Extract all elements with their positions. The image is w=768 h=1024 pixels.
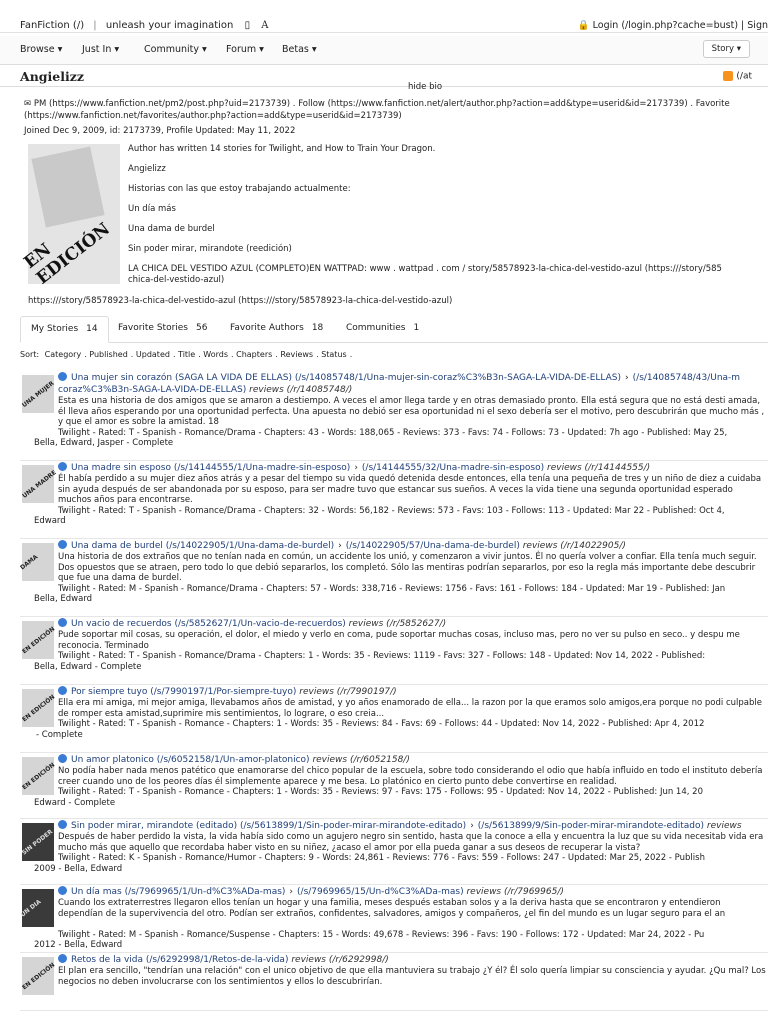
story-item [20,820,768,885]
story-status-icon [58,540,67,549]
story-last-chapter-link[interactable]: (/s/14085748/43/Una-m [632,373,741,383]
story-metadata: Twilight - Rated: T - Spanish - Romance/Drama - Chapters: 32 - Words: 56,182 - Reviews: 573 - Favs: 103 - Follows: 113 - Updated: Mar 22 - Published: Oct 4, [58,505,725,516]
nav-forum[interactable]: Forum ▾ [226,44,264,55]
story-dropdown-button[interactable]: Story ▾ [703,40,750,58]
hide-bio-link[interactable]: hide bio [408,82,443,92]
bio-image-stamp: EN EDICIÓN [20,219,114,289]
story-title-link-cont[interactable]: coraz%C3%B3n-SAGA-LA-VIDA-DE-ELLAS) [58,385,250,395]
separator: | [93,20,97,31]
bio-url: https:///story/58578923-la-chica-del-vestido-azul (https:///story/58578923-la-chica-del-vestido-azul) [28,296,453,306]
rss-link[interactable]: (/at [723,71,752,82]
bio-line: LA CHICA DEL VESTIDO AZUL (COMPLETO)EN WATTPAD: www . wattpad . com / story/58578923-la-chica-del-vestido-azul (https:///story/585 [128,264,722,274]
story-cover-image [21,621,57,659]
story-cover-image [21,465,58,503]
author-name: Angielizz [20,69,84,84]
story-status-icon [58,886,67,895]
story-last-chapter-link[interactable]: (/s/7969965/15/Un-d%C3%ADa-mas) [297,887,464,897]
rss-icon [723,71,733,81]
bio-line: chica-del-vestido-azul) [128,275,225,285]
story-cover-image [21,689,57,727]
story-last-chapter-link[interactable]: (/s/5613899/9/Sin-poder-mirar-mirandote-editado) [477,821,705,831]
story-cover-label: UN DIA [19,898,43,919]
story-cover-image [18,543,54,581]
nav-community[interactable]: Community ▾ [144,44,207,55]
story-title-link[interactable]: Por siempre tuyo (/s/7990197/1/Por-siempre-tuyo) [71,687,297,697]
story-status-icon [58,462,67,471]
story-item [20,540,768,617]
story-title-line [58,372,768,396]
story-characters: 2009 - Bella, Edward [34,863,123,874]
story-item [20,954,768,1011]
story-title-link[interactable]: Un día mas (/s/7969965/1/Un-d%C3%ADa-mas) [71,887,286,897]
story-characters: Bella, Edward [34,594,93,604]
sort-status[interactable]: Status [321,350,347,359]
story-description: Cuando los extraterrestres llegaron ellos tenían un hogar y una familia, meses después estaban solos y a la deriva hasta que se encontraron y entendieron dependían de la supervivencia del otro. Podían ser extraños, confidentes, salvadores, amigos y compañeros, ¿el fin del mundo es un lugar seguro para el an [58,898,726,919]
brand-link[interactable]: FanFiction (/) [20,20,85,31]
story-title-link[interactable]: Una mujer sin corazón (SAGA LA VIDA DE ELLAS) (/s/14085748/1/Una-mujer-sin-coraz%C3%B3n-SAGA-LA-VIDA-DE-ELLAS) [71,373,622,383]
tab-favorite-authors[interactable]: Favorite Authors 18 [230,323,324,333]
story-reviews-link[interactable]: reviews (/r/6052158/) [312,755,410,765]
chevron-right-icon: › [354,463,358,473]
story-cover-label: EN EDICIÓN [21,693,57,724]
story-cover-image [21,957,57,995]
bio-line: Un día más [128,204,176,214]
story-cover-image [21,757,57,795]
story-reviews-link[interactable]: reviews (/r/6292998/) [291,955,389,965]
story-title-line [58,686,768,698]
story-cover-label: EN EDICIÓN [21,761,57,792]
author-header [0,64,768,87]
pm-follow-links[interactable]: PM (https://www.fanfiction.net/pm2/post.php?uid=2173739) . Follow (https://www.fanfiction.net/alert/author.php?action=add&type=userid&id=2173739) . Favorite [33,99,730,109]
bio-line: Angielizz [128,164,166,174]
story-characters: - Complete [36,729,83,740]
brand [20,20,269,31]
story-last-chapter-link[interactable]: (/s/14144555/32/Una-madre-sin-esposo) [361,463,545,473]
story-title-link[interactable]: Un amor platonico (/s/6052158/1/Un-amor-platonico) [71,755,310,765]
story-status-icon [58,820,67,829]
bio-image [20,144,120,289]
sort-updated[interactable]: Updated [135,350,170,359]
story-reviews-link[interactable]: reviews (/r/7969965/) [466,887,564,897]
nav-just-in[interactable]: Just In ▾ [82,44,120,55]
story-cover-label: SIN PODER [20,828,55,857]
story-metadata: Twilight - Rated: T - Spanish - Romance/Drama - Chapters: 43 - Words: 188,065 - Reviews: 373 - Favs: 74 - Follows: 73 - Updated: 7h ago - Published: May 25, [58,427,728,438]
joined-info: Joined Dec 9, 2009, id: 2173739, Profile Updated: May 11, 2022 [24,126,296,136]
story-cover-label: EN EDICIÓN [21,961,57,992]
story-reviews-link[interactable]: reviews (/r/5852627/) [348,619,447,629]
story-metadata: Twilight - Rated: K - Spanish - Romance/Humor - Chapters: 9 - Words: 24,861 - Reviews: 776 - Favs: 559 - Follows: 247 - Updated: Mar 25, 2022 - Publish [58,853,705,863]
mail-icon: ✉ [24,99,32,109]
story-metadata: Twilight - Rated: T - Spanish - Romance - Chapters: 1 - Words: 35 - Reviews: 97 - Favs: 175 - Follows: 95 - Updated: Nov 14, 2022 - Published: Jun 14, 20 [58,787,703,797]
story-reviews-link[interactable]: reviews (/r/14144555/) [547,463,651,473]
story-title-line [58,954,768,966]
story-status-icon [58,954,67,963]
story-description: No podía haber nada menos patético que enamorarse del chico popular de la escuela, sobre todo considerando el odio que había influido en todo el instituto debería creer cuando uno de los peores días él simplemente aparece y me besa. Lo platónico en cierto punto debe convertirse en realidad. [58,766,763,787]
story-characters: Edward [34,516,66,526]
story-reviews-link[interactable]: reviews (/r/7990197/) [299,687,397,697]
bio-line: Sin poder mirar, mirandote (reedición) [128,244,292,254]
story-cover-image [22,375,54,413]
story-title-link[interactable]: Una dama de burdel (/s/14022905/1/Una-dama-de-burdel) [71,541,335,551]
top-bar [0,0,768,33]
chevron-right-icon: › [289,887,294,897]
story-status-icon [58,372,67,381]
story-characters: Bella, Edward, Jasper - Complete [34,438,174,448]
nav-bar [0,36,768,65]
story-description: Ella era mi amiga, mi mejor amiga, llevabamos años de amistad, y yo años enamorado de ella... la razon por la que eramos solo amigos,era porque no podi culpable de romper esta amistad,suprimire mis sentimientos, lo lograre, o eso creia... [58,698,762,719]
tab-my-stories[interactable]: My Stories 14 [20,316,109,343]
story-description: Él había perdido a su mujer diez años atrás y a pesar del tiempo su vida quedó detenida desde entonces, ella tenía una pequeña de tres y un niño de diez a cuidaba sin ayuda después de ser abandonada por su esposo, para ser madre tuvo que estancar sus sueños. A veces la vida tiene una segunda oportunidad esperado muchos años para encontrarse. [58,474,762,505]
bio-line: Historias con las que estoy trabajando actualmente: [128,184,351,194]
chevron-right-icon: › [625,373,629,383]
tab-favorite-stories[interactable]: Favorite Stories 56 [118,323,208,333]
story-title-link[interactable]: Sin poder mirar, mirandote (editado) (/s/5613899/1/Sin-poder-mirar-mirandote-editado) [71,821,467,831]
story-reviews-link[interactable]: reviews (/r/14022905/) [522,541,626,551]
story-cover-image [22,823,54,861]
story-item [20,462,768,539]
story-characters: 2012 - Bella, Edward [34,940,123,950]
sort-published[interactable]: Published [89,350,128,359]
story-title-line [58,540,768,552]
lock-icon: 🔒 [577,20,590,31]
nav-betas[interactable]: Betas ▾ [282,44,317,55]
chevron-right-icon: › [470,821,474,831]
bio-line: Una dama de burdel [128,224,215,234]
font-size-icon[interactable]: A [261,20,269,31]
story-title-line [58,820,768,832]
story-title-link[interactable]: Un vacio de recuerdos (/s/5852627/1/Un-vacio-de-recuerdos) [71,619,346,629]
sort-title[interactable]: Title [178,350,196,359]
story-description: Esta es una historia de dos amigos que se amaron a destiempo. A veces el amor llega tarde y en otras demasiado pronto. Ella está segura que no está desti amada, él lleva años esperando por una oportunidad perfecta. Una apuesta no debió ser esa oportunidad ni el sexo debería ser el motivo, pero descubrirán que mucho más , y que el amor es sobre la amistad. 18 [58,396,765,427]
story-metadata: Twilight - Rated: T - Spanish - Romance/Drama - Chapters: 1 - Words: 35 - Reviews: 1119 - Favs: 327 - Follows: 148 - Updated: Nov 14, 2022 - Published: [58,651,706,661]
story-item [20,754,768,819]
story-characters: Edward - Complete [34,797,116,808]
sort-category[interactable]: Category [44,350,82,359]
chevron-right-icon: › [338,541,342,551]
story-description: Una historia de dos extraños que no tenían nada en común, un accidente los unió, y comenzaron a vivir juntos. Él no quería volver a confiar. Ella tenía much seguir. Dos opuestos que se atraen, pero todo lo que debió separarlos, los completó. Sólo las mentiras podrían separarlos, por eso la regla más importante debe descubrir que fue una dama de burdel. [58,552,757,583]
story-title-line [58,754,768,766]
story-description: Pude soportar mil cosas, su operación, el dolor, el miedo y verlo en coma, pude soportar muchas cosas, incluso mas, pero no ver su pulso en seco.. y despu me reconocia. Terminado [58,630,740,651]
story-description: Después de haber perdido la vista, la vida había sido como un agujero negro sin sentido, hasta que la conoce a ella y encuentra la luz que su vida necesitab vida era mucho más que aquello que recordaba haber visto en su niñez, ¿acaso el amor por ella pueda ganar a sus deseos de recuperar la vista? [58,832,764,853]
story-item [20,372,768,461]
sort-reviews[interactable]: Reviews [280,350,314,359]
story-reviews-link[interactable]: reviews (/r/14085748/) [249,385,353,395]
story-item [20,886,768,953]
sort-words[interactable]: Words [203,350,229,359]
login-link[interactable]: 🔒 Login (/login.php?cache=bust) | Sign [577,20,768,31]
story-cover-image [19,889,54,927]
story-title-line [58,462,768,474]
nav-browse[interactable]: Browse ▾ [20,44,63,55]
story-title-line [58,618,768,630]
author-actions [24,98,768,122]
story-title-line [58,886,768,898]
bio-line: Author has written 14 stories for Twilight, and How to Train Your Dragon. [128,144,436,154]
story-status-icon [58,618,67,627]
story-item [20,686,768,753]
profile-tabs [20,316,768,343]
story-reviews-link[interactable]: reviews [706,821,742,831]
story-title-link[interactable]: Una madre sin esposo (/s/14144555/1/Una-madre-sin-esposo) [71,463,351,473]
tagline: unleash your imagination [105,20,234,31]
sort-chapters[interactable]: Chapters [236,350,273,359]
sort-bar: Sort: Category . Published . Updated . Title . Words . Chapters . Reviews . Status . [20,350,353,359]
story-status-icon [58,686,67,695]
phone-icon[interactable]: ▯ [244,20,251,31]
favorite-link[interactable]: (https://www.fanfiction.net/favorites/author.php?action=add&type=userid&id=2173739) [24,111,402,121]
story-metadata: Twilight - Rated: T - Spanish - Romance - Chapters: 1 - Words: 35 - Reviews: 84 - Favs: 69 - Follows: 44 - Updated: Nov 14, 2022 - Published: Apr 4, 2012 [58,719,705,729]
story-item [20,618,768,685]
story-cover-label: DAMA [18,553,40,572]
story-description: El plan era sencillo, "tendrían una relación" con el unico objetivo de que ella mantuviera su trabajo ¿Y él? Él solo quería limpiar su consciencia y ayudar. ¿Qu mal? Los negocios no deben involucrarse con los sentimientos y ellos lo descubrirían. [58,966,766,987]
tab-communities[interactable]: Communities 1 [346,323,420,333]
story-cover-label: EN EDICIÓN [21,625,57,656]
story-cover-label: UNA MADRE [21,469,58,500]
story-title-link[interactable]: Retos de la vida (/s/6292998/1/Retos-de-la-vida) [71,955,289,965]
story-last-chapter-link[interactable]: (/s/14022905/57/Una-dama-de-burdel) [345,541,520,551]
story-cover-label: UNA MUJER [20,379,56,410]
story-metadata: Twilight - Rated: M - Spanish - Romance/Drama - Chapters: 57 - Words: 338,716 - Reviews: 1756 - Favs: 161 - Follows: 184 - Updated: Mar 19 - Published: Jan [58,583,726,594]
story-metadata: Twilight - Rated: M - Spanish - Romance/Suspense - Chapters: 15 - Words: 49,678 - Reviews: 396 - Favs: 190 - Follows: 172 - Updated: Mar 24, 2022 - Pu [58,929,705,940]
story-characters: Bella, Edward - Complete [34,661,142,672]
story-status-icon [58,754,67,763]
